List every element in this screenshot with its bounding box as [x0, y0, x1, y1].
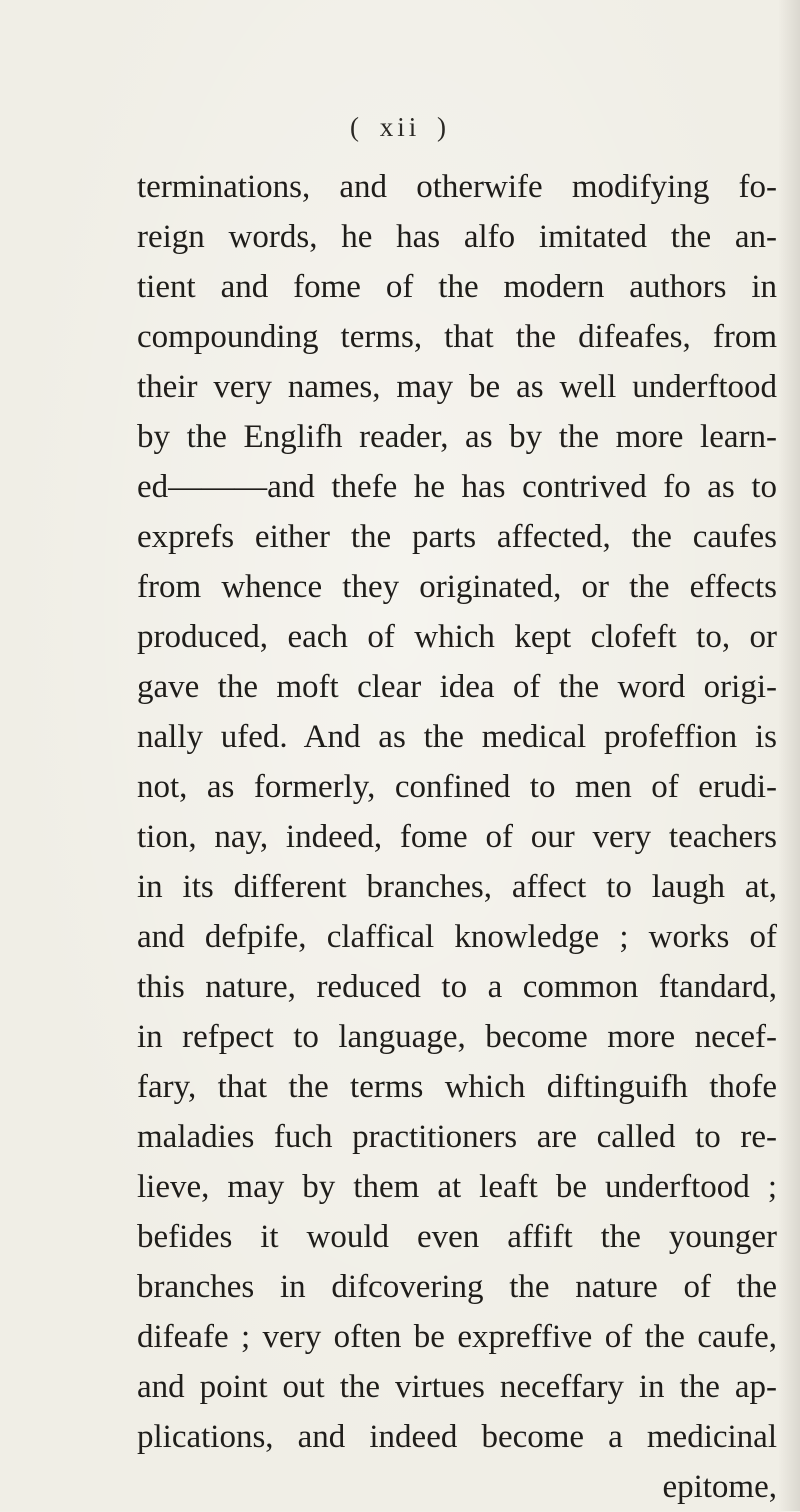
text-line: their very names, may be as well underftood [137, 369, 777, 405]
text-line: not, as formerly, confined to men of erudi- [137, 769, 777, 805]
text-line: compounding terms, that the difeafes, from [137, 319, 777, 355]
text-line: branches in difcovering the nature of the [137, 1269, 777, 1305]
text-line: ed———and thefe he has contrived fo as to [137, 469, 777, 505]
text-line: nally ufed. And as the medical profeffion is [137, 719, 777, 755]
text-line: terminations, and otherwife modifying fo- [137, 169, 777, 205]
text-line: tient and fome of the modern authors in [137, 269, 777, 305]
text-line: gave the moft clear idea of the word origi- [137, 669, 777, 705]
text-line: and defpife, claffical knowledge ; works of [137, 919, 777, 955]
text-line: this nature, reduced to a common ftandard, [137, 969, 777, 1005]
text-line: lieve, may by them at leaft be underftood ; [137, 1169, 777, 1205]
text-line: plications, and indeed become a medicinal [137, 1419, 777, 1455]
text-line: fary, that the terms which diftinguifh thofe [137, 1069, 777, 1105]
page-edge-shadow [778, 0, 800, 1511]
text-line: produced, each of which kept clofeft to, or [137, 619, 777, 655]
text-line: reign words, he has alfo imitated the an- [137, 219, 777, 255]
text-line: exprefs either the parts affected, the caufes [137, 519, 777, 555]
text-line: difeafe ; very often be expreffive of the caufe, [137, 1319, 777, 1355]
text-line: and point out the virtues neceffary in the ap- [137, 1369, 777, 1405]
text-line: in refpect to language, become more necef- [137, 1019, 777, 1055]
body-text [137, 162, 777, 1512]
page-number-header: ( xii ) [350, 112, 450, 142]
text-line: maladies fuch practitioners are called to re- [137, 1119, 777, 1155]
text-line: tion, nay, indeed, fome of our very teachers [137, 819, 777, 855]
text-line: from whence they originated, or the effects [137, 569, 777, 605]
catchword: epitome, [662, 1469, 777, 1505]
text-line: in its different branches, affect to laugh at, [137, 869, 777, 905]
text-line: befides it would even affift the younger [137, 1219, 777, 1255]
text-line: by the Englifh reader, as by the more learn- [137, 419, 777, 455]
